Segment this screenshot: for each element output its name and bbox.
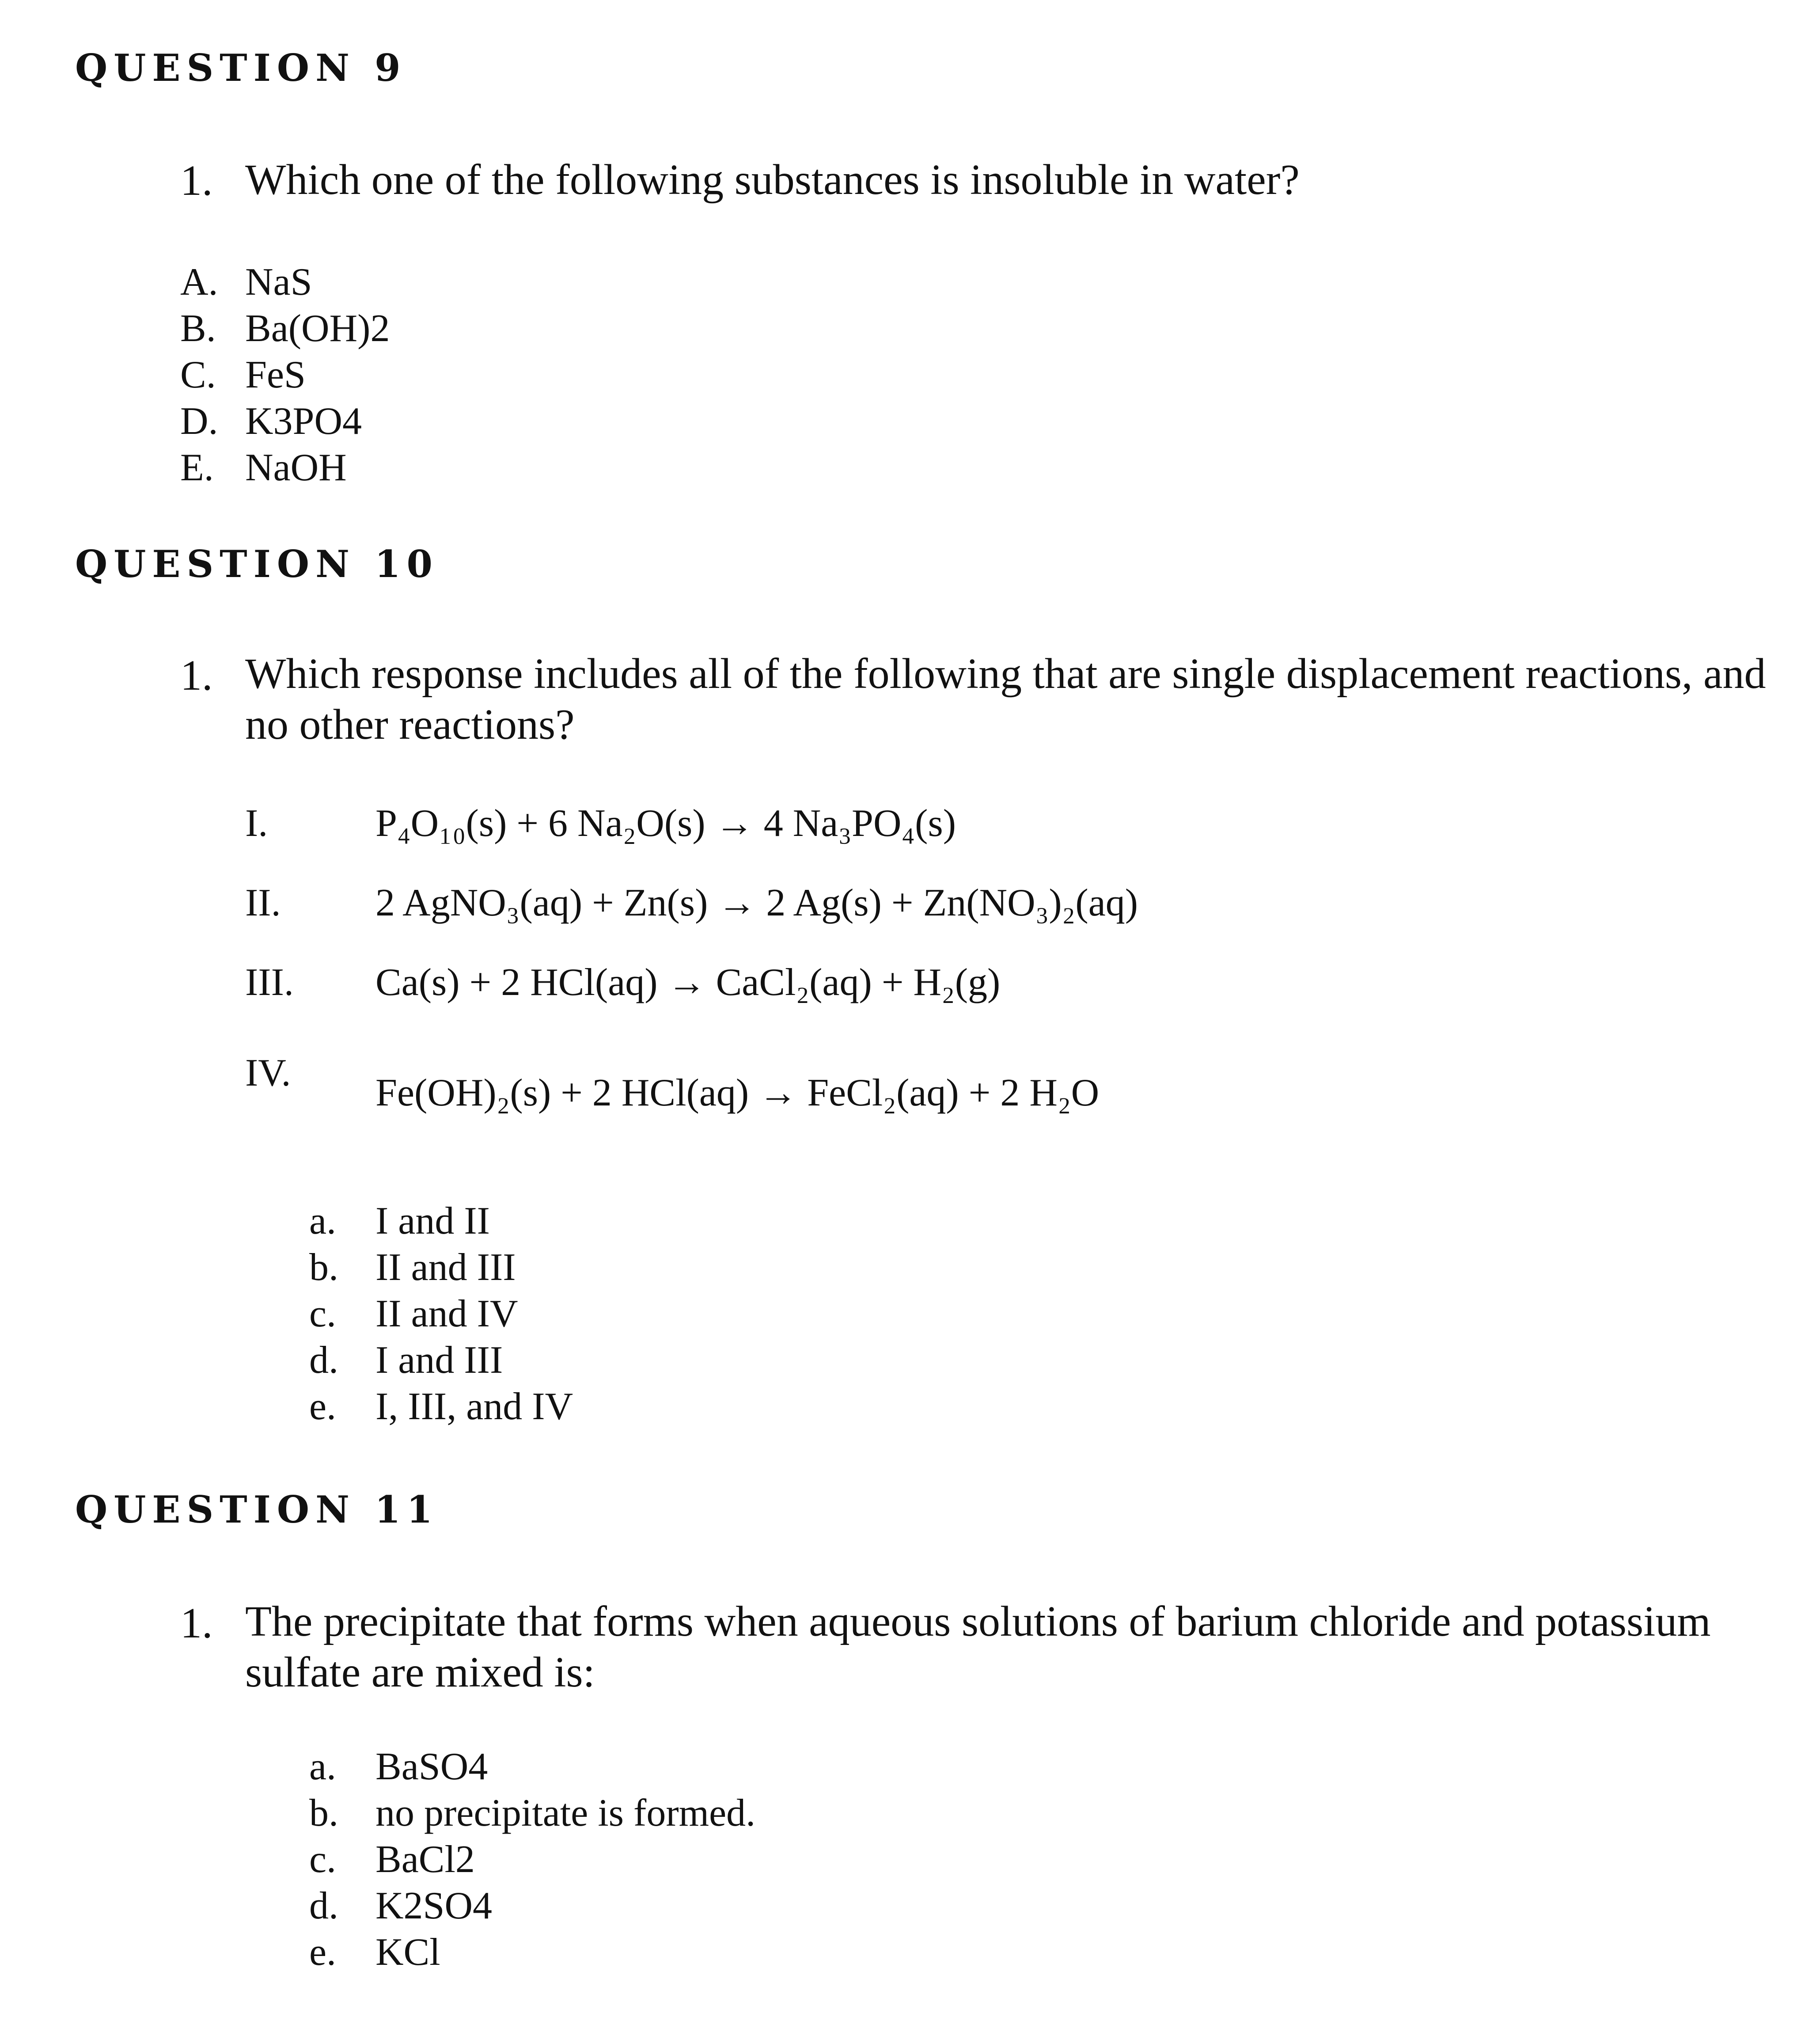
q9-option-d-letter: D.: [180, 400, 218, 443]
question-10-text-line-2: no other reactions?: [245, 701, 575, 748]
reaction-4-equation: Fe(OH)₂(s) + 2 HCl(aq) → FeCl₂(aq) + 2 H₂O: [375, 1071, 1100, 1114]
q11-option-a-text: BaSO4: [375, 1745, 488, 1788]
reaction-3-equation: Ca(s) + 2 HCl(aq) → CaCl₂(aq) + H₂(g): [375, 961, 1001, 1004]
q10-option-d-letter: d.: [309, 1339, 338, 1382]
question-10-text-line-1: Which response includes all of the following that are single displacement reactions, and: [245, 650, 1766, 698]
reaction-2-numeral: II.: [245, 881, 281, 924]
q9-option-c-letter: C.: [180, 353, 216, 396]
question-9-heading: QUESTION 9: [75, 46, 407, 90]
q10-option-a-text: I and II: [375, 1200, 490, 1242]
question-11-text-line-1: The precipitate that forms when aqueous solutions of barium chloride and potassium: [245, 1598, 1711, 1645]
q10-option-c-letter: c.: [309, 1292, 337, 1335]
reaction-1-numeral: I.: [245, 802, 268, 845]
q11-option-b-text: no precipitate is formed.: [375, 1792, 756, 1834]
q11-option-d-text: K2SO4: [375, 1884, 493, 1927]
q9-option-d-text: K3PO4: [245, 400, 362, 443]
question-11-number: 1.: [180, 1599, 213, 1647]
reaction-4-numeral: IV.: [245, 1052, 291, 1094]
question-10-number: 1.: [180, 652, 213, 699]
q9-option-a-letter: A.: [180, 261, 218, 304]
q10-option-e-text: I, III, and IV: [375, 1385, 573, 1428]
question-10-heading: QUESTION 10: [75, 542, 439, 586]
q9-option-c-text: FeS: [245, 353, 306, 396]
q11-option-c-letter: c.: [309, 1838, 337, 1881]
q10-option-b-letter: b.: [309, 1246, 338, 1289]
question-11-text-line-2: sulfate are mixed is:: [245, 1648, 595, 1696]
q10-option-d-text: I and III: [375, 1339, 503, 1382]
reaction-1-equation: P₄O₁₀(s) + 6 Na₂O(s) → 4 Na₃PO₄(s): [375, 802, 956, 845]
q10-option-e-letter: e.: [309, 1385, 337, 1428]
q11-option-e-text: KCl: [375, 1931, 440, 1974]
question-9-number: 1.: [180, 157, 213, 205]
q9-option-b-letter: B.: [180, 307, 216, 350]
q11-option-c-text: BaCl2: [375, 1838, 475, 1881]
reaction-2-equation: 2 AgNO₃(aq) + Zn(s) → 2 Ag(s) + Zn(NO₃)₂(aq): [375, 881, 1138, 924]
question-11-heading: QUESTION 11: [75, 1488, 439, 1531]
q10-option-b-text: II and III: [375, 1246, 516, 1289]
reaction-3-numeral: III.: [245, 961, 294, 1004]
q11-option-e-letter: e.: [309, 1931, 337, 1974]
q11-option-a-letter: a.: [309, 1745, 337, 1788]
q11-option-d-letter: d.: [309, 1884, 338, 1927]
q9-option-b-text: Ba(OH)2: [245, 307, 390, 350]
q9-option-a-text: NaS: [245, 261, 312, 304]
q9-option-e-text: NaOH: [245, 446, 347, 489]
question-9-text: Which one of the following substances is insoluble in water?: [245, 156, 1300, 204]
q10-option-c-text: II and IV: [375, 1292, 518, 1335]
q10-option-a-letter: a.: [309, 1200, 337, 1242]
q11-option-b-letter: b.: [309, 1792, 338, 1834]
q9-option-e-letter: E.: [180, 446, 214, 489]
